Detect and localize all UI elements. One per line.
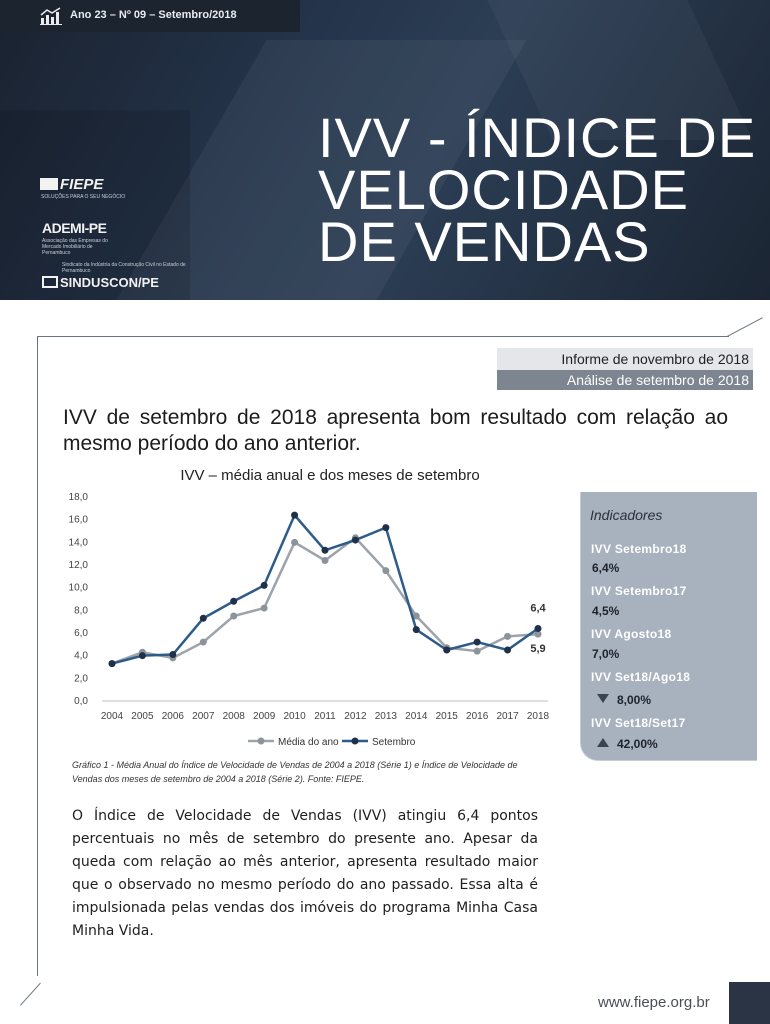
data-point [169, 651, 176, 658]
data-point [200, 639, 207, 646]
footer-block [729, 982, 770, 1024]
issue-text: Ano 23 – Nº 09 – Setembro/2018 [70, 9, 237, 21]
data-point [322, 547, 329, 554]
y-tick-label: 18,0 [68, 492, 88, 503]
legend-marker [352, 738, 359, 745]
data-point [139, 652, 146, 659]
indicator-value: 42,00% [617, 737, 658, 751]
chart-title: IVV – média anual e dos meses de setembro [180, 467, 480, 484]
chart-caption: Gráfico 1 - Média Anual do Índice de Velocidade de Vendas de 2004 a 2018 (Série 1) e Índice de Velocidade de Vendas dos meses de setembro de 2004 a 2018 (Série 2). Fonte: FIEPE. [72, 760, 518, 784]
indicator-label: IVV Setembro17 [591, 584, 687, 598]
data-point [109, 660, 116, 667]
x-tick-label: 2009 [253, 711, 276, 722]
y-tick-label: 16,0 [68, 514, 88, 526]
indicator-label: IVV Set18/Ago18 [591, 670, 691, 684]
data-label: 5,9 [530, 643, 546, 656]
data-point [504, 647, 511, 654]
data-point [535, 625, 542, 632]
informe-date: Informe de novembro de 2018 [497, 348, 753, 370]
x-tick-label: 2007 [192, 711, 215, 722]
y-tick-label: 4,0 [74, 650, 88, 662]
legend-marker [258, 738, 265, 745]
indicator-value-row [597, 693, 651, 707]
frame-line [727, 317, 763, 337]
headline: IVV de setembro de 2018 apresenta bom resultado com relação ao mesmo período do ano anterior. [63, 406, 728, 455]
title-line: DE VENDAS [318, 210, 651, 273]
data-point [322, 557, 329, 564]
down-triangle-icon [597, 694, 609, 703]
frame-line [37, 336, 38, 976]
page-title [318, 106, 757, 273]
y-tick-label: 6,0 [74, 628, 88, 639]
data-point [261, 605, 268, 612]
y-tick-label: 0,0 [74, 696, 88, 707]
sinduscon-logo: Sindicato da Indústria da Construção Civil no Estado de Pernambuco SINDUSCON/PE [42, 262, 202, 292]
data-point [230, 598, 237, 605]
x-tick-label: 2014 [405, 711, 428, 722]
data-point [382, 567, 389, 574]
indicator-value: 7,0% [592, 647, 620, 661]
bar-chart-icon [40, 7, 62, 25]
indicator-label: IVV Setembro18 [591, 542, 687, 556]
data-point [352, 537, 359, 544]
analise-date: Análise de setembro de 2018 [497, 370, 753, 390]
x-tick-label: 2006 [161, 711, 184, 722]
data-point [261, 582, 268, 589]
issue-bar [0, 0, 300, 32]
x-tick-label: 2008 [222, 711, 245, 722]
title-line: IVV - ÍNDICE DE [318, 106, 757, 169]
x-tick-label: 2015 [435, 711, 458, 722]
data-point [230, 613, 237, 620]
data-point [291, 539, 298, 546]
y-tick-label: 8,0 [74, 605, 88, 617]
data-point [200, 615, 207, 622]
footer-url: www.fiepe.org.br [598, 994, 710, 1011]
up-triangle-icon [597, 738, 609, 747]
x-tick-label: 2013 [374, 711, 397, 722]
indicators-title: Indicadores [590, 507, 663, 523]
x-tick-label: 2011 [314, 711, 336, 722]
data-point [291, 512, 298, 519]
y-tick-label: 2,0 [74, 673, 88, 685]
indicator-value: 6,4% [592, 561, 620, 575]
line-chart [60, 460, 560, 755]
data-point [413, 626, 420, 633]
data-point [474, 648, 481, 655]
legend-label: Média do ano [278, 737, 339, 748]
data-point [504, 633, 511, 640]
x-tick-label: 2005 [131, 711, 154, 722]
indicator-value: 8,00% [617, 693, 652, 707]
frame-line [20, 983, 41, 1006]
x-tick-label: 2010 [283, 711, 306, 722]
data-label: 6,4 [530, 602, 546, 615]
indicator-value: 4,5% [592, 604, 620, 618]
data-point [474, 639, 481, 646]
title-line: VELOCIDADE [318, 158, 689, 221]
fiepe-logo: FIEPE SOLUÇÕES PARA O SEU NEGÓCIO [41, 176, 126, 200]
x-tick-label: 2018 [526, 711, 550, 722]
header-banner [0, 0, 770, 300]
y-tick-label: 14,0 [68, 537, 88, 549]
legend-label: Setembro [372, 737, 416, 748]
indicators-panel [580, 492, 757, 761]
indicator-label: IVV Agosto18 [591, 627, 672, 641]
indicator-value-row [597, 737, 658, 751]
x-tick-label: 2016 [466, 711, 489, 722]
frame-line [37, 336, 729, 337]
data-point [443, 647, 450, 654]
indicator-label: IVV Set18/Set17 [591, 716, 686, 730]
x-tick-label: 2017 [496, 711, 519, 722]
x-tick-label: 2004 [100, 711, 124, 722]
y-tick-label: 12,0 [68, 560, 88, 571]
data-point [382, 524, 389, 531]
body-paragraph: O Índice de Velocidade de Vendas (IVV) atingiu 6,4 pontos percentuais no mês de setembro do presente ano. Apesar da queda com relação ao mês anterior, apresenta resultado maior que o observado no mesmo período do ano passado. Essa alta é impulsionada pelas vendas dos imóveis do programa Minha Casa Minha Vida. [72, 808, 538, 939]
x-tick-label: 2012 [344, 711, 367, 722]
ademi-logo: ADEMI-PE Associação das Empresas do Mercado Imobiliário de Pernambuco [42, 220, 108, 256]
series-line [112, 538, 538, 664]
y-tick-label: 10,0 [68, 582, 88, 594]
